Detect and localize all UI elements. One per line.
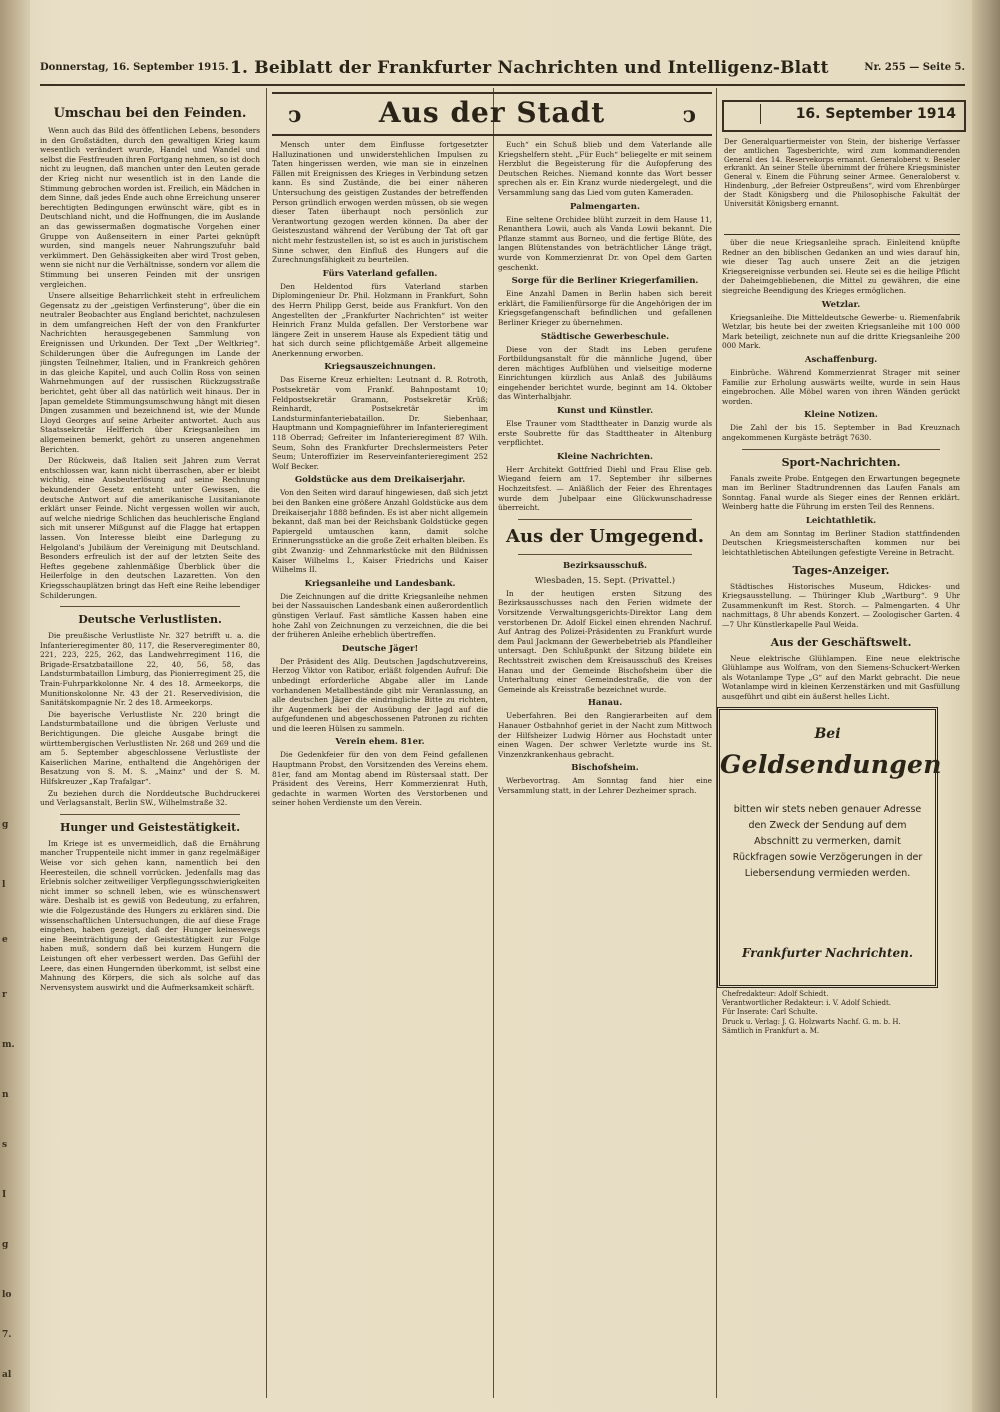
imprint-line: Sämtlich in Frankfurt a. M. xyxy=(722,1026,820,1035)
article-heading: Kriegsanleihe und Landesbank. xyxy=(304,578,456,589)
article-heading: Städtische Gewerbeschule. xyxy=(540,331,670,342)
article-text: Werbevortrag. Am Sonntag fand hier eine Versammlung statt, in der Lehrer Dezheimer sprach. xyxy=(498,776,712,795)
article-text: Else Trauner vom Stadttheater in Danzig wurde als erste Soubrette für das Stadttheater in Altenburg verpflichtet. xyxy=(498,419,712,448)
anniversary-note: Der Generalquartiermeister von Stein, der bisherige Verfasser der amtlichen Tagesberichte, wird zum kommandierenden General des 14. Reservekorps ernannt. Generaloberst v. Beseler erkrankt. An seiner Stelle übernimmt der frühere Kriegsminister General v. Einem die Führung seiner Armee. Generaloberst v. Hindenburg, „der Befreier Ostpreußens“, wird vom Ehrenbürger der Stadt Königsberg und die Philosophische Fakultät der Universität Königsberg ernannt. xyxy=(724,138,960,235)
article-text: Die Zeichnungen auf die dritte Kriegsanleihe nehmen bei der Nassauischen Landesbank einen außerordentlich günstigen Verlauf. Fast sämtliche Kassen haben eine hohe Zahl von Zeichnungen zu verzeichnen, die die bei der früheren Anleihe erheblich übertreffen. xyxy=(272,591,488,640)
article-text: Einbrüche. Während Kommerzienrat Strager mit seiner Familie zur Erholung auswärts weilte, wurde in sein Haus eingebrochen. Alle Möbel waren von ihren Wänden gerückt worden. xyxy=(722,367,960,406)
advertisement-box xyxy=(717,707,942,988)
page-header xyxy=(40,58,965,86)
article-heading: Aschaffenburg. xyxy=(804,354,878,365)
article-heading: Umschau bei den Feinden. xyxy=(53,106,247,121)
article-heading: Leichtathletik. xyxy=(805,515,877,526)
column-4 xyxy=(722,238,960,700)
column-divider xyxy=(266,88,267,1398)
edge-letter: r xyxy=(2,990,7,1000)
column-3 xyxy=(498,140,712,1402)
header-page-number: Nr. 255 — Seite 5. xyxy=(864,62,965,73)
right-page-edge xyxy=(972,0,1000,1412)
ad-headline: Geldsendungen xyxy=(720,750,942,779)
edge-letter: al xyxy=(2,1370,12,1380)
article-text: Herr Architekt Gottfried Diehl und Frau Elise geb. Wiegand feiern am 17. September ihr silbernes Hochzeitsfest. — Anläßlich der Feier des Ehrentages wurde dem Jubelpaar eine Glückwunschadresse überreicht. xyxy=(498,464,712,513)
column-divider xyxy=(493,88,494,1398)
article-text: Den Heldentod fürs Vaterland starben Diplomingenieur Dr. Phil. Holzmann in Frankfurt, Sohn des Herrn Philipp Gerst, beide aus Frankfurt. Von den Angestellten der „Frankfurter Nachrichten“ ist weiter Heinrich Franz Mulda gefallen. Der Verstorbene war längere Zeit in unserem Hause als Expedient tätig und hat sich durch seine pflichtgemäße Arbeit allgemeine Anerkennung erworben. xyxy=(272,281,488,358)
article-text: Die preußische Verlustliste Nr. 327 betrifft u. a. die Infanterieregimenter 80, 117, die Reserveregimenter 80, 221, 223, 225, 262, das Landwehrregiment 116, die Brigade-Ersatzbataillone 22, 40, 56, 58, das Landsturmbataillon Limburg, das Pionierregiment 25, die Train-Fuhrparkkolonne Nr. 4 des 18. Armeekorps, die Munitionskolonne Nr. 43 der 21. Reservedivision, die Sanitätskompagnie Nr. 2 des 18. Armeekorps. xyxy=(40,631,260,708)
article-text: Die Zahl der bis 15. September in Bad Kreuznach angekommenen Kurgäste beträgt 7630. xyxy=(722,423,960,442)
article-text: Ueberfahren. Bei den Rangierarbeiten auf dem Hanauer Ostbahnhof geriet in der Nacht zum Mittwoch der Hilfsheizer Ludwig Hörner aus Hochstadt unter einen Wagen. Der schwer Verletzte wurde ins St. Vinzenzkrankenhaus gebracht. xyxy=(498,711,712,759)
article-heading: Kunst und Künstler. xyxy=(556,406,654,417)
article-heading: Wetzlar. xyxy=(821,299,861,310)
edge-letter: s xyxy=(2,1140,8,1150)
dateline: Wiesbaden, 15. Sept. (Privattel.) xyxy=(534,575,676,586)
anniversary-datebox xyxy=(722,100,966,132)
article-text: Eine seltene Orchidee blüht zurzeit in dem Hause 11, Renanthera Lowii, auch als Vanda Lowii bekannt. Die Pflanze stammt aus Borneo, und die fertige Blüte, des langen Blütenstandes von beträchtlicher Länge trägt, wurde von Kommerzienrat Dr. von Opel dem Garten geschenkt. xyxy=(498,214,712,272)
imprint-line: Chefredakteur: Adolf Schiedt. xyxy=(722,990,829,998)
article-heading: Kleine Notizen. xyxy=(804,410,878,421)
edge-letter: l xyxy=(2,880,6,890)
article-heading: Kleine Nachrichten. xyxy=(557,451,653,462)
ad-line-1: Bei xyxy=(814,726,841,742)
article-heading: Deutsche Verlustlisten. xyxy=(78,613,222,627)
section-heading: Tages-Anzeiger. xyxy=(792,563,890,577)
article-heading: Deutsche Jäger! xyxy=(341,643,419,654)
article-text: Kriegsanleihe. Die Mitteldeutsche Gewerbe- u. Riemenfabrik Wetzlar, bis heute bei der zweiten Kriegsanleihe mit 100 000 Mark beteiligt, zeichnete nun auf die dritte Kriegsanleihe 200 000 Mark. xyxy=(722,312,960,351)
article-heading: Sorge für die Berliner Kriegerfamilien. xyxy=(511,276,699,287)
section-heading: Sport-Nachrichten. xyxy=(781,455,901,469)
edge-letter: n xyxy=(2,1090,9,1100)
article-heading: Goldstücke aus dem Dreikaiserjahr. xyxy=(294,475,466,486)
ad-signature: Frankfurter Nachrichten. xyxy=(741,946,914,960)
article-heading: Fürs Vaterland gefallen. xyxy=(322,268,438,279)
edge-letter: lo xyxy=(2,1290,12,1300)
article-text: Von den Seiten wird darauf hingewiesen, daß sich jetzt bei den Banken eine größere Anzahl Goldstücke aus dem Dreikaiserjahr 1888 befinden. Es ist aber nicht allgemein bekannt, daß man bei der Reichsbank Goldstücke gegen Papiergeld umtauschen kann, damit solche Erinnerungsstücke an die große Zeit erhalten bleiben. Es gibt Zwanzig- und Zehnmarkstücke mit den Bildnissen Kaiser Wilhelms I., Kaiser Friedrichs und Kaiser Wilhelms II. xyxy=(272,488,488,575)
article-text: Der Rückweis, daß Italien seit Jahren zum Verrat entschlossen war, kann nicht überraschen, aber er bleibt wichtig, eine Ausbeuterlösung auf seine Rechnung bekundender Gesetz entsteht unter Gewissen, die deutsche Antwort auf die amerikanische Lusitanianote erklärt unser Feinde. Nicht vergessen wollen wir auch, auf welche niedrige Schlichen das heuchlerische England sich mit unserer Mißgunst auf die Flagge hat ertappen lassen. Von Interesse bleibt eine Darlegung zu Helgoland's Jubiläum der Vereinigung mit Deutschland. Besonders erfreulich ist der auf der letzten Seite des Heftes gegebene zahlenmäßige Überblick über die Heilerfolge in den deutschen Lazaretten. Von den Kriegsschauplätzen bringt das Heft eine Reihe lebendiger Schilderungen. xyxy=(40,456,260,600)
column-1 xyxy=(40,100,260,1400)
article-text: Das Eiserne Kreuz erhielten: Leutnant d. R. Rotroth, Postsekretär vom Frankf. Bahnpostamt 10; Feldpostsekretär Gramann, Postsekretär Krüß; Reinhardt, Postsekretär im Landsturminfanteriebataillon. Dr. Siebenhaar, Hauptmann und Kompagnieführer im Infanterieregiment 118 Oberrad; Gefreiter im Infanterieregiment 87 Wilh. Seum, Sohn des Frankfurter Drechslermeisters Peter Seum; Unteroffizier im Reserveinfanterieregiment 252 Wolf Becker. xyxy=(272,375,488,471)
datebox-ornament xyxy=(726,104,761,124)
header-title: 1. Beiblatt der Frankfurter Nachrichten und Intelligenz-Blatt xyxy=(230,58,829,78)
edge-letter: 7. xyxy=(2,1330,12,1340)
datebox-label: 16. September 1914 xyxy=(795,106,956,122)
divider xyxy=(60,606,240,607)
article-text: An dem am Sonntag im Berliner Stadion stattfindenden Deutschen Kriegsmeisterschaften kommen nur bei leichtathletischen Abteilungen gefestigte Vereine in Betracht. xyxy=(722,528,960,558)
article-text: Zu beziehen durch die Norddeutsche Buchdruckerei und Verlagsanstalt, Berlin SW., Wilhelmstraße 32. xyxy=(40,788,260,808)
article-text: Neue elektrische Glühlampen. Eine neue elektrische Glühlampe aus Wolfram, von den Siemens-Schuckert-Werken als Wotanlampe Type „G“ auf den Markt gebracht. Die neue Wotanlampe wird in kleinen Kerzenstärken und mit Gasfüllung ausgeführt und gibt ein äußerst helles Licht. xyxy=(722,653,960,700)
edge-letter: e xyxy=(2,935,8,945)
imprint-line: Verantwortlicher Redakteur: i. V. Adolf Schiedt. xyxy=(722,999,891,1008)
imprint-line: Druck u. Verlag: J. G. Holzwarts Nachf. G. m. b. H. xyxy=(722,1017,901,1026)
ad-body: bitten wir stets neben genauer Adresse den Zweck der Sendung auf dem Abschnitt zu vermerken, damit Rückfragen sowie Verzögerungen in der Liebersendung vermieden werden. xyxy=(732,804,923,879)
edge-letter: m. xyxy=(2,1040,15,1050)
article-text: Wenn auch das Bild des öffentlichen Lebens, besonders in den Großstädten, durch den gewaltigen Krieg kaum wesentlich verändert wurde, Handel und Wandel und selbst die Festfreuden ihren Fortgang nehmen, so ist doch nicht zu leugnen, daß manchen unter den Leuten gerade der Krieg nicht nur wesentlich ist in den Lande die Stimmung gebrochen worden ist. Freilich, ein Mädchen in dem Sinne, daß jedes Ende auch ohne Erreichung unserer berechtigten Bedingungen erwünscht wäre, gibt es in Deutschland nicht, und die Hoffnungen, die im Auslande an das gewissermaßen dogmatische Vorgehen einer Gruppe von Außenseitern in einer Partei geknüpft wurden, sind mangels neuer Nahrungszufuhr bald verkümmert. Den Gehässigkeiten aber wird Trost geben, wenn sie nicht nur die Verhältnisse, sondern vor allem die Stimmung bei unseren Feinden mit der unsrigen vergleichen. xyxy=(40,126,260,289)
ornament-right: ↄ xyxy=(682,102,696,128)
article-heading: Hanau. xyxy=(587,698,623,709)
section-heading: Aus der Umgegend. xyxy=(506,525,704,547)
article-heading: Kriegsauszeichnungen. xyxy=(324,362,436,373)
article-text: Fanals zweite Probe. Entgegen den Erwartungen begegnete man im Berliner Stadtrundrennen das Laufen Fanals am Sonntag. Fanal wurde als Sieger eines der Rennen erklärt. Weinberg hatte die Führung im ersten Teil des Rennens. xyxy=(722,473,960,512)
divider xyxy=(518,519,692,520)
article-heading: Bischofsheim. xyxy=(571,763,639,774)
article-text: Die Gedenkfeier für den von dem Feind gefallenen Hauptmann Probst, den Vorsitzenden des Vereins ehem. 81er, fand am Montag abend im Rüstersaal statt. Der Präsident des Vereins, Herr Kommerzienrat Huth, gedachte in warmen Worten des Verstorbenen und seiner hohen Verdienste um den Verein. xyxy=(272,750,488,808)
divider xyxy=(742,449,940,450)
ornament-left: ↄ xyxy=(288,102,302,128)
article-text: Die bayerische Verlustliste Nr. 220 bringt die Landsturmbataillone und die übrigen Verluste und Berichtigungen. Die gleiche Ausgabe bringt die württembergischen Verlustlisten Nr. 268 und 269 und die am 5. September abgeschlossene Verlustliste der Kaiserlichen Marine, enthaltend die Angehörigen der Besatzung von S. M. S. „Mainz“ und der S. M. Hilfskreuzer „Kap Trafalgar“. xyxy=(40,709,260,786)
article-text: Städtisches Historisches Museum, Hdickes- und Kriegsausstellung. — Thüringer Klub „Wartburg“. 9 Uhr Zusammenkunft im Rest. Storch. — Palmengarten. 4 Uhr nachmittags, 8 Uhr abends Konzert. — Zoologischer Garten. 4—7 Uhr Künstlerkapelle Paul Weida. xyxy=(722,581,960,630)
article-text: Euch“ ein Schuß blieb und dem Vaterlande alle Kriegshelfern steht. „Für Euch“ beliegelte er mit seinem Herzblut die Begeisterung für die Aufopferung des Deutschen Reiches. Niemand konnte das Wort besser sprechen als er. Ein Kranz wurde niedergelegt, und die Versammlung sang das Lied vom guten Kameraden. xyxy=(498,140,712,197)
article-text: Im Kriege ist es unvermeidlich, daß die Ernährung mancher Truppenteile nicht immer in ganz regelmäßiger Weise vor sich gehen kann, namentlich bei den Heeresteilen, die schnell vorrücken. Jedenfalls mag das Erlebnis solcher zeitweiliger Verpflegungsschwierigkeiten nicht immer so schnell leben, wie es wünschenswert wäre. Deshalb ist es gewiß von Bedeutung, zu erfahren, wie die Folgezustände des Hungers zu erklären sind. Die wissenschaftlichen Untersuchungen, die auf diese Frage eingehen, haben gezeigt, daß der Hunger keineswegs eine Beeinträchtigung der Geistestätigkeit zur Folge haben muß, sondern daß bei kurzem Hungern die Leistungen oft eher verbessert werden. Das Gefühl der Leere, das einen Hungernden überkommt, ist selbst eine Mahnung des Körpers, die sich als solche auf das Nervensystem auswirkt und die Aufmerksamkeit schärft. xyxy=(40,838,260,992)
article-text: In der heutigen ersten Sitzung des Bezirksausschusses nach den Ferien widmete der Vorsitzende Verwaltungsgerichts-Direktor Lang dem verstorbenen Dr. Adolf Eickel einen ehrenden Nachruf. Auf Antrag des Polizei-Präsidenten zu Frankfurt wurde dem Paul Jackmann der Gewerbebetrieb als Pfandleiher untersagt. Den Schlußpunkt der Sitzung bildete ein Rechtsstreit zwischen dem Kreisausschuß des Kreises Hanau und der Gemeinde Bischofsheim über die Unterhaltung einer Gemeindestraße, die von der Gemeinde als Kreisstraße bezeichnet wurde. xyxy=(498,588,712,694)
divider xyxy=(518,554,692,555)
article-text: über die neue Kriegsanleihe sprach. Einleitend knüpfte Redner an den biblischen Gedanken an und wies darauf hin, wie dieser Tag auch unsere Zeit an die jetzigen Kriegsereignisse verbunden sei. Heute sei es die heilige Pflicht der Daheimgebliebenen, die Mittel zu gewähren, die eine siegreiche Beendigung des Krieges ermöglichen. xyxy=(722,238,960,295)
article-text: Der Präsident des Allg. Deutschen Jagdschutzvereins, Herzog Viktor von Ratibor, erläßt folgenden Aufruf: Die unbedingt erforderliche Abgabe aller im Lande vorhandenen Metallbestände gibt mir Veranlassung, an alle deutschen Jäger die eindringliche Bitte zu richten, ihr Augenmerk bei der Ausübung der Jagd auf die aufgefundenen und abgeschossenen Patronen zu richten und die leeren Hülsen zu sammeln. xyxy=(272,656,488,733)
article-text: Eine Anzahl Damen in Berlin haben sich bereit erklärt, die Familienfürsorge für die Angehörigen der im Kriegsgefangenschaft befindlichen und gefallenen Berliner Krieger zu übernehmen. xyxy=(498,289,712,327)
edge-letter: g xyxy=(2,820,9,830)
section-title: Aus der Stadt xyxy=(378,96,606,129)
article-text: Diese von der Stadt ins Leben gerufene Fortbildungsanstalt für die männliche Jugend, über deren mächtiges Aufblühen und vielseitige moderne Einrichtungen kürzlich aus Anlaß des Jubiläums eingehender berichtet wurde, beginnt am 14. Oktober das Winterhalbjahr. xyxy=(498,344,712,402)
edge-letter: g xyxy=(2,1240,9,1250)
imprint xyxy=(722,990,960,1036)
edge-letter: I xyxy=(2,1190,7,1200)
article-heading: Verein ehem. 81er. xyxy=(335,737,425,748)
section-heading: Aus der Geschäftswelt. xyxy=(770,635,912,649)
article-heading: Palmengarten. xyxy=(570,201,640,212)
article-heading: Hunger und Geistestätigkeit. xyxy=(59,820,241,834)
left-page-edge xyxy=(0,0,30,1412)
section-masthead xyxy=(272,92,712,136)
header-date: Donnerstag, 16. September 1915. xyxy=(40,62,229,73)
imprint-line: Für Inserate: Carl Schulte. xyxy=(722,1008,818,1017)
article-text: Unsere allseitige Beharrlichkeit steht in erfreulichem Gegensatz zu der „geistigen Verfinsterung“, über die ein neutraler Beobachter aus England berichtet, nachzulesen in dem umfangreichen Heft der von den Frankfurter Nachrichten herausgegebenen Sammlung von Ereignissen und Urkunden. Der Text „Der Weltkrieg“. Schilderungen über die Aufregungen im Lande der jüngsten Teilnehmer, Italien, und in Frankreich gehören in das gleiche Kapitel, und auch Collin Ross von seinen Wahrnehmungen auf der russischen Rückzugsstraße berichtet, geht über all das natürlich weit hinaus. Der in Japan gemeldete Stimmungsumschwung hängt mit diesen Dingen zusammen und bezeichnend ist, wie der Munde Lloyd Georges auf seine Arbeiter antwortet. Auch aus Staatssekretär Helfferich über Kriegsanleihen im allgemeinen bemerkt, gehört zu unseren angenehmen Berichten. xyxy=(40,291,260,454)
column-2 xyxy=(272,140,488,1402)
article-subheading: Bezirksausschuß. xyxy=(562,560,647,571)
divider xyxy=(60,814,240,815)
article-text: Mensch unter dem Einflusse fortgesetzter Halluzinationen und unwiderstehlichen Impulsen zu Taten hingerissen werden, wie man sie in einzelnen Fällen mit Ereignissen des Krieges in Verbindung setzen kann. Es sind Zustände, die bei einer näheren Untersuchung des geistigen Zustandes der betreffenden Person gründlich erwogen werden müssen, ob sie wegen dieser Taten überhaupt noch persönlich zur Verantwortung gezogen werden können. Da aber der Geisteszustand während der Verübung der Tat oft gar nicht mehr festzustellen ist, so ist es auch in juristischem Sinne schwer, den Einfluß des Hungers auf die Zurechnungsfähigkeit zu beurteilen. xyxy=(272,140,488,265)
